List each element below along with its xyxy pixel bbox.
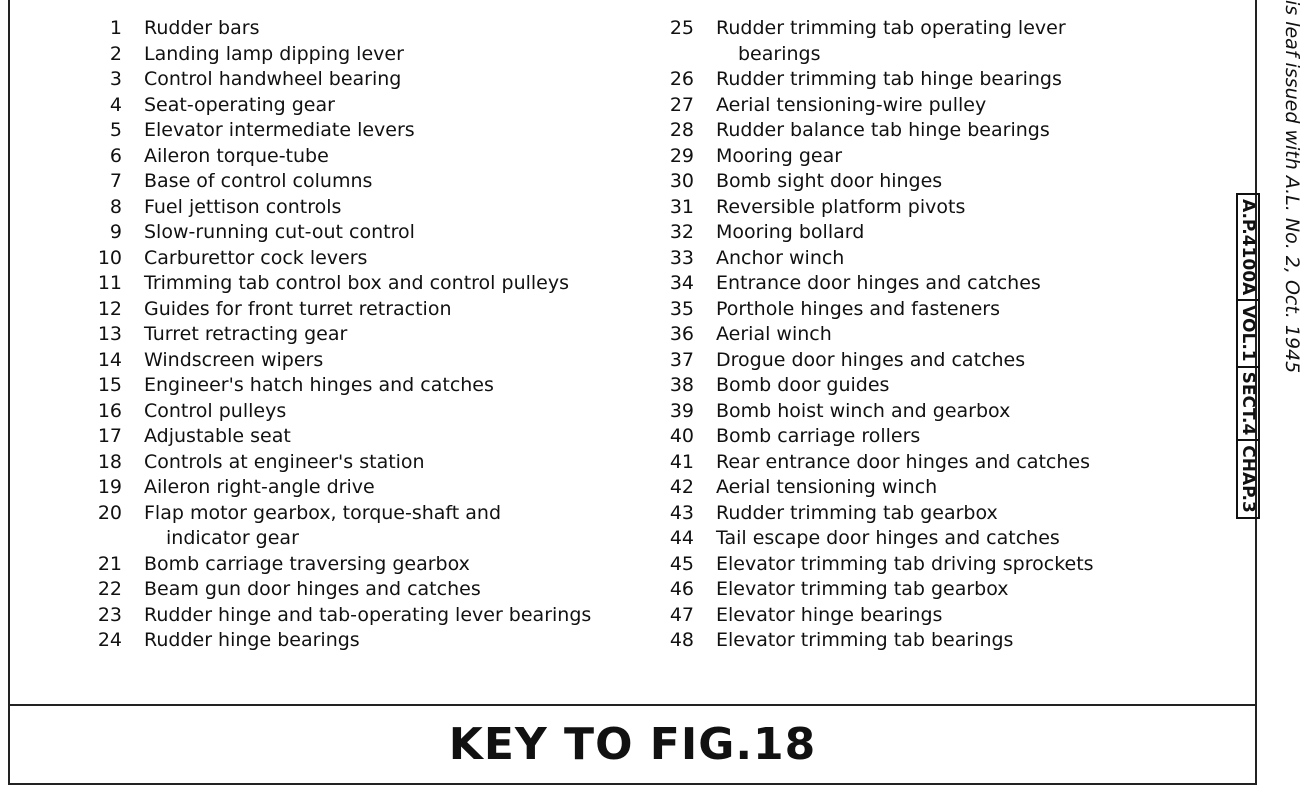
key-item-label: Rudder trimming tab gearbox <box>716 501 998 524</box>
key-item-number: 43 <box>669 501 694 524</box>
key-item-label: Rudder trimming tab hinge bearings <box>716 68 1062 90</box>
reference-row <box>1236 195 1260 519</box>
key-item <box>92 373 652 399</box>
key-item-number: 5 <box>109 119 122 141</box>
key-item-label: Bomb carriage traversing gearbox <box>144 552 470 575</box>
ref-section: SECT.4 <box>1236 366 1260 442</box>
key-item-text <box>694 322 1186 348</box>
key-item-number: 37 <box>669 348 694 371</box>
key-item-number: 30 <box>669 170 694 192</box>
key-item-text <box>694 603 1186 629</box>
key-item-label: Control pulleys <box>144 399 287 422</box>
key-item-label: Beam gun door hinges and catches <box>144 578 481 600</box>
key-item <box>664 144 1204 170</box>
key-item-number: 18 <box>97 450 122 473</box>
key-item-label: Rudder hinge bearings <box>144 629 360 651</box>
key-item <box>664 603 1204 629</box>
key-item-number: 24 <box>97 629 122 651</box>
key-item-text <box>122 16 644 42</box>
key-item-label: Drogue door hinges and catches <box>716 348 1026 371</box>
key-item-text <box>694 195 1186 221</box>
key-item <box>664 526 1204 552</box>
key-item <box>664 577 1204 603</box>
key-item-number: 39 <box>669 399 694 422</box>
key-item-number: 35 <box>669 297 694 320</box>
key-item-text <box>122 220 644 246</box>
key-item <box>92 246 652 272</box>
key-item-label: Rudder bars <box>144 17 260 39</box>
key-item-text <box>694 526 1186 552</box>
key-item-text <box>122 450 644 476</box>
key-item-number: 13 <box>97 323 122 345</box>
key-item-number: 17 <box>97 425 122 447</box>
key-item <box>92 348 652 374</box>
key-item-text <box>694 475 1186 501</box>
key-item-number: 10 <box>97 246 122 269</box>
key-item-label: Turret retracting gear <box>144 323 348 345</box>
key-item-label: Mooring bollard <box>716 221 865 243</box>
key-item-number: 19 <box>97 476 122 498</box>
key-item-number: 16 <box>97 399 122 422</box>
key-item <box>92 475 652 501</box>
key-item-label: Rudder balance tab hinge bearings <box>716 119 1050 141</box>
ref-volume: VOL.1 <box>1236 299 1260 367</box>
key-item <box>664 16 1204 67</box>
key-item <box>92 195 652 221</box>
key-item <box>664 195 1204 221</box>
key-item-label: Landing lamp dipping lever <box>144 42 404 65</box>
key-item <box>92 450 652 476</box>
key-item <box>92 577 652 603</box>
key-item-text <box>122 144 644 170</box>
key-item-number: 2 <box>109 42 122 65</box>
key-item-text <box>122 373 644 399</box>
ref-chapter: CHAP.3 <box>1236 439 1260 519</box>
key-item <box>92 424 652 450</box>
key-item-number: 15 <box>97 374 122 396</box>
key-item-text <box>122 399 644 425</box>
key-item-label: Elevator trimming tab bearings <box>716 629 1014 651</box>
key-item-number: 31 <box>669 195 694 218</box>
key-item-number: 40 <box>669 425 694 447</box>
key-item <box>664 169 1204 195</box>
key-item-label: Controls at engineer's station <box>144 450 425 473</box>
key-item-label: Porthole hinges and fasteners <box>716 297 1000 320</box>
key-item-text <box>694 297 1186 323</box>
key-item-text <box>122 271 644 297</box>
key-item-text <box>122 475 644 501</box>
key-item <box>664 93 1204 119</box>
key-item-text <box>122 93 644 119</box>
key-item-label: Bomb door guides <box>716 374 890 396</box>
key-item-text <box>122 195 644 221</box>
key-item-number: 4 <box>109 93 122 116</box>
key-item-number: 6 <box>109 144 122 167</box>
key-item-label: Tail escape door hinges and catches <box>716 527 1060 549</box>
key-item-text <box>122 297 644 323</box>
key-item-label: Entrance door hinges and catches <box>716 272 1041 294</box>
key-item-number: 28 <box>669 119 694 141</box>
key-item-number: 32 <box>669 221 694 243</box>
key-item-number: 20 <box>97 501 122 524</box>
key-item-number: 48 <box>669 629 694 651</box>
key-item <box>92 42 652 68</box>
key-item-number: 27 <box>669 93 694 116</box>
key-item-label: Trimming tab control box and control pulleys <box>144 272 569 294</box>
key-item-continuation: indicator gear <box>166 527 299 549</box>
frame-left-border <box>8 0 10 785</box>
key-item-label: Anchor winch <box>716 246 845 269</box>
key-item-label: Engineer's hatch hinges and catches <box>144 374 494 396</box>
margin-issue-note <box>1283 0 1303 440</box>
reference-box <box>1236 195 1260 575</box>
key-item-text <box>694 67 1186 93</box>
key-item <box>664 271 1204 297</box>
key-item <box>92 501 652 552</box>
key-item <box>92 144 652 170</box>
key-item <box>664 246 1204 272</box>
key-item-label: Flap motor gearbox, torque-shaft and <box>144 501 502 524</box>
key-item-label: Guides for front turret retraction <box>144 297 452 320</box>
key-item-text <box>694 424 1186 450</box>
key-item-label: Bomb sight door hinges <box>716 170 943 192</box>
key-item-text <box>122 603 644 629</box>
frame-bottom-border <box>8 783 1257 785</box>
key-item-label: Aileron right-angle drive <box>144 476 375 498</box>
key-item <box>664 67 1204 93</box>
key-item-text <box>694 348 1186 374</box>
key-item-label: Aerial winch <box>716 323 832 345</box>
key-item-text <box>122 552 644 578</box>
key-item-label: Control handwheel bearing <box>144 68 402 90</box>
key-item-text <box>694 271 1186 297</box>
key-item-text <box>122 628 644 654</box>
key-item-label: Elevator trimming tab gearbox <box>716 578 1009 600</box>
key-item-text <box>694 501 1186 527</box>
key-item-label: Aerial tensioning winch <box>716 476 938 498</box>
key-item <box>92 603 652 629</box>
key-item-label: Rudder trimming tab operating lever <box>716 17 1066 39</box>
key-list-right <box>664 16 1204 654</box>
key-item-number: 34 <box>669 272 694 294</box>
key-item-text <box>694 93 1186 119</box>
key-item <box>92 399 652 425</box>
key-item <box>664 373 1204 399</box>
key-item <box>92 220 652 246</box>
key-item <box>664 399 1204 425</box>
key-item <box>92 169 652 195</box>
key-item <box>92 271 652 297</box>
key-item-number: 38 <box>669 374 694 396</box>
key-item <box>92 552 652 578</box>
key-item-number: 23 <box>97 603 122 626</box>
key-item-label: Adjustable seat <box>144 425 291 447</box>
key-item-number: 9 <box>109 221 122 243</box>
key-item-label: Fuel jettison controls <box>144 195 342 218</box>
key-item-text <box>694 450 1186 476</box>
key-item-label: Carburettor cock levers <box>144 246 368 269</box>
key-item-label: Elevator intermediate levers <box>144 119 415 141</box>
key-item-text <box>122 322 644 348</box>
key-item-label: Rear entrance door hinges and catches <box>716 450 1090 473</box>
key-item-continuation: bearings <box>738 42 821 65</box>
key-item-text <box>122 169 644 195</box>
key-item-number: 41 <box>669 450 694 473</box>
key-item-label: Elevator hinge bearings <box>716 603 943 626</box>
figure-key-title: KEY TO FIG.18 <box>448 719 817 770</box>
key-item-number: 3 <box>109 68 122 90</box>
key-item <box>664 628 1204 654</box>
key-item <box>664 424 1204 450</box>
key-item-number: 45 <box>669 552 694 575</box>
key-item-number: 29 <box>669 144 694 167</box>
key-item-label: Aerial tensioning-wire pulley <box>716 93 987 116</box>
key-item-text <box>122 577 644 603</box>
key-item-label: Seat-operating gear <box>144 93 335 116</box>
key-item-text <box>122 348 644 374</box>
key-item-text <box>694 118 1186 144</box>
key-item <box>664 501 1204 527</box>
key-item-number: 7 <box>109 170 122 192</box>
key-item <box>92 322 652 348</box>
key-item-text <box>694 246 1186 272</box>
key-item-number: 42 <box>669 476 694 498</box>
key-item <box>664 552 1204 578</box>
key-item-number: 1 <box>109 17 122 39</box>
key-item-text <box>694 628 1186 654</box>
key-item-text <box>122 501 644 552</box>
key-item <box>92 118 652 144</box>
key-item <box>664 220 1204 246</box>
key-item-number: 33 <box>669 246 694 269</box>
key-item-number: 25 <box>669 17 694 39</box>
key-item <box>92 297 652 323</box>
key-item-label: Base of control columns <box>144 170 373 192</box>
key-item-label: Mooring gear <box>716 144 843 167</box>
key-item-text <box>122 246 644 272</box>
key-item <box>664 118 1204 144</box>
key-item-number: 11 <box>97 272 122 294</box>
key-item-number: 36 <box>669 323 694 345</box>
key-item-number: 14 <box>97 348 122 371</box>
key-item-label: Elevator trimming tab driving sprockets <box>716 552 1094 575</box>
key-item-number: 46 <box>669 578 694 600</box>
key-item <box>92 67 652 93</box>
key-item-label: Bomb hoist winch and gearbox <box>716 399 1011 422</box>
key-item-number: 21 <box>97 552 122 575</box>
key-item-text <box>694 399 1186 425</box>
key-item-text <box>694 220 1186 246</box>
key-item-text <box>694 144 1186 170</box>
key-item <box>92 16 652 42</box>
key-item-text <box>694 552 1186 578</box>
key-item <box>92 628 652 654</box>
key-item-label: Reversible platform pivots <box>716 195 966 218</box>
key-item-number: 22 <box>97 578 122 600</box>
key-item <box>664 322 1204 348</box>
key-item-label: Aileron torque-tube <box>144 144 329 167</box>
key-item-label: Bomb carriage rollers <box>716 425 921 447</box>
key-item-label: Rudder hinge and tab-operating lever bearings <box>144 603 592 626</box>
key-item-text <box>122 42 644 68</box>
key-item-number: 12 <box>97 297 122 320</box>
key-item-text <box>122 67 644 93</box>
key-item-text <box>694 373 1186 399</box>
key-item-number: 8 <box>109 195 122 218</box>
key-item-label: Windscreen wipers <box>144 348 324 371</box>
key-item <box>664 475 1204 501</box>
key-item-number: 44 <box>669 527 694 549</box>
key-item-text <box>694 577 1186 603</box>
key-item <box>664 348 1204 374</box>
key-item <box>664 450 1204 476</box>
key-item <box>664 297 1204 323</box>
key-item-label: Slow-running cut-out control <box>144 221 415 243</box>
key-list-left <box>92 16 652 654</box>
key-item-text <box>694 169 1186 195</box>
key-item-number: 47 <box>669 603 694 626</box>
key-item-number: 26 <box>669 68 694 90</box>
ref-publication: A.P.4100A <box>1236 193 1260 301</box>
key-item-text <box>694 16 1186 67</box>
key-item <box>92 93 652 119</box>
key-item-text <box>122 424 644 450</box>
margin-issue-note-text: is leaf issued with A.L. No. 2, Oct. 1945 <box>1281 0 1303 374</box>
key-item-text <box>122 118 644 144</box>
